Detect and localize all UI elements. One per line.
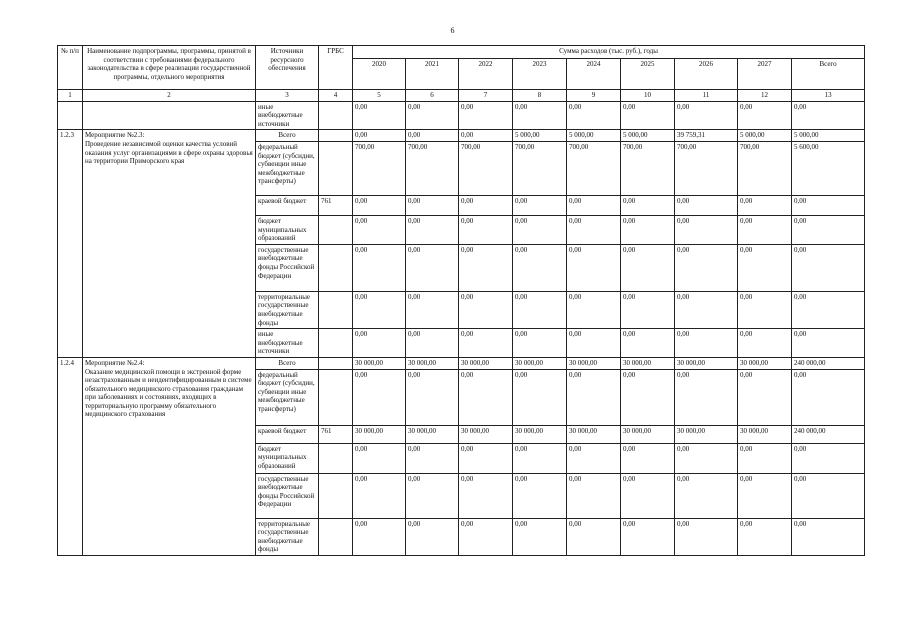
measure-name	[83, 130, 256, 358]
cell-value: 30 000,00	[567, 425, 621, 443]
cell-value: 0,00	[459, 291, 513, 328]
cell-value: 0,00	[675, 244, 738, 291]
cell-value: 0,00	[792, 369, 865, 425]
cell-value: 30 000,00	[675, 357, 738, 369]
cell-value: 0,00	[738, 329, 792, 358]
cell-value: 30 000,00	[406, 357, 459, 369]
cell-value: 0,00	[567, 473, 621, 518]
cell-source: бюджет муниципальных образований	[256, 215, 319, 244]
cell-value: 0,00	[406, 369, 459, 425]
cell-value: 0,00	[792, 329, 865, 358]
cell-value: 0,00	[675, 518, 738, 555]
cell-grbs: 761	[319, 425, 353, 443]
measure-name	[83, 357, 256, 555]
header-year: Всего	[792, 59, 865, 90]
cell-no	[58, 101, 83, 130]
cell-value: 0,00	[459, 244, 513, 291]
header-sum-group: Сумма расходов (тыс. руб.), годы	[353, 46, 865, 59]
table-body	[58, 101, 865, 555]
header-col-number: 10	[621, 90, 675, 102]
cell-value: 0,00	[353, 473, 406, 518]
cell-value: 0,00	[738, 518, 792, 555]
cell-value: 0,00	[353, 130, 406, 142]
cell-value: 0,00	[513, 195, 567, 215]
cell-value: 0,00	[459, 369, 513, 425]
cell-value: 240 000,00	[792, 425, 865, 443]
cell-value: 0,00	[459, 101, 513, 130]
cell-value: 5 000,00	[738, 130, 792, 142]
header-year: 2026	[675, 59, 738, 90]
cell-grbs: 761	[319, 195, 353, 215]
cell-value: 30 000,00	[353, 357, 406, 369]
cell-source: краевой бюджет	[256, 195, 319, 215]
cell-value: 0,00	[738, 101, 792, 130]
cell-source: федеральный бюджет (субсидии, субвенции иные межбюджетные трансферты)	[256, 141, 319, 195]
measure-number: 1.2.3	[58, 130, 83, 358]
header-col-number: 5	[353, 90, 406, 102]
cell-value: 0,00	[675, 195, 738, 215]
cell-value: 0,00	[675, 369, 738, 425]
cell-value: 0,00	[353, 369, 406, 425]
cell-source: территориальные государственные внебюджетные фонды	[256, 518, 319, 555]
cell-value: 0,00	[513, 443, 567, 473]
cell-value: 0,00	[513, 101, 567, 130]
cell-value: 0,00	[792, 244, 865, 291]
cell-value: 0,00	[567, 195, 621, 215]
cell-value: 0,00	[406, 215, 459, 244]
cell-value: 30 000,00	[567, 357, 621, 369]
cell-value: 30 000,00	[738, 357, 792, 369]
cell-value: 30 000,00	[459, 425, 513, 443]
cell-value: 0,00	[459, 215, 513, 244]
cell-value: 0,00	[406, 244, 459, 291]
page-number: 6	[450, 26, 455, 35]
cell-value: 0,00	[567, 244, 621, 291]
cell-value: 0,00	[675, 215, 738, 244]
header-col-number: 2	[83, 90, 256, 102]
cell-value: 0,00	[406, 130, 459, 142]
cell-source: Всего	[256, 357, 319, 369]
cell-value: 0,00	[738, 215, 792, 244]
cell-value: 0,00	[459, 130, 513, 142]
header-col-number: 8	[513, 90, 567, 102]
cell-value: 0,00	[738, 195, 792, 215]
cell-value: 700,00	[621, 141, 675, 195]
cell-value: 0,00	[792, 291, 865, 328]
cell-value: 0,00	[567, 369, 621, 425]
cell-value: 30 000,00	[353, 425, 406, 443]
cell-value: 0,00	[406, 291, 459, 328]
cell-value: 0,00	[621, 518, 675, 555]
header-year: 2027	[738, 59, 792, 90]
header-year: 2024	[567, 59, 621, 90]
cell-value: 0,00	[621, 215, 675, 244]
cell-value: 0,00	[621, 101, 675, 130]
cell-value: 0,00	[621, 473, 675, 518]
cell-value: 0,00	[567, 291, 621, 328]
measure-number: 1.2.4	[58, 357, 83, 555]
header-col-number: 1	[58, 90, 83, 102]
cell-value: 5 000,00	[513, 130, 567, 142]
cell-value: 0,00	[675, 101, 738, 130]
header-year: 2022	[459, 59, 513, 90]
cell-value: 0,00	[513, 329, 567, 358]
cell-value: 0,00	[459, 473, 513, 518]
cell-value: 0,00	[513, 369, 567, 425]
cell-value: 0,00	[738, 473, 792, 518]
cell-value: 0,00	[513, 473, 567, 518]
cell-value: 700,00	[459, 141, 513, 195]
cell-value: 0,00	[513, 291, 567, 328]
cell-value: 700,00	[406, 141, 459, 195]
cell-value: 0,00	[513, 215, 567, 244]
cell-value: 0,00	[567, 443, 621, 473]
cell-value: 5 600,00	[792, 141, 865, 195]
header-column-numbers	[58, 90, 865, 102]
cell-grbs	[319, 291, 353, 328]
cell-source: территориальные государственные внебюджетные фонды	[256, 291, 319, 328]
cell-source: федеральный бюджет (субсидии, субвенции иные межбюджетные трансферты)	[256, 369, 319, 425]
cell-grbs	[319, 215, 353, 244]
cell-value: 0,00	[621, 369, 675, 425]
cell-value: 0,00	[621, 244, 675, 291]
cell-value: 0,00	[675, 291, 738, 328]
cell-grbs	[319, 369, 353, 425]
measure-name-line: Мероприятие №2.3:	[85, 131, 145, 140]
cell-value: 240 000,00	[792, 357, 865, 369]
header-col-number: 12	[738, 90, 792, 102]
cell-source: Всего	[256, 130, 319, 142]
cell-value: 0,00	[513, 244, 567, 291]
cell-value: 30 000,00	[459, 357, 513, 369]
cell-value: 0,00	[459, 443, 513, 473]
cell-value: 0,00	[738, 443, 792, 473]
cell-value: 5 000,00	[792, 130, 865, 142]
cell-value: 0,00	[675, 473, 738, 518]
header-source: Источники ресурсного обеспечения	[256, 46, 319, 90]
measure-name-line: Проведение независимой оценки качества условий оказания услуг организациями в сфере охраны здоровья на территории Приморского края	[85, 139, 253, 166]
cell-grbs	[319, 130, 353, 142]
cell-value: 30 000,00	[513, 357, 567, 369]
cell-source: государственные внебюджетные фонды Российской Федерации	[256, 244, 319, 291]
header-col-number: 13	[792, 90, 865, 102]
cell-value: 0,00	[353, 291, 406, 328]
cell-value: 700,00	[353, 141, 406, 195]
cell-grbs	[319, 101, 353, 130]
table-row	[58, 357, 865, 369]
cell-source: иные внебюджетные источники	[256, 329, 319, 358]
cell-value: 0,00	[459, 329, 513, 358]
cell-value: 0,00	[792, 215, 865, 244]
header-grbs: ГРБС	[319, 46, 353, 90]
cell-source: иные внебюджетные источники	[256, 101, 319, 130]
header-year: 2025	[621, 59, 675, 90]
header-col-number: 3	[256, 90, 319, 102]
cell-grbs	[319, 141, 353, 195]
cell-value: 0,00	[567, 518, 621, 555]
cell-value: 0,00	[406, 101, 459, 130]
cell-value: 0,00	[353, 215, 406, 244]
cell-value: 30 000,00	[675, 425, 738, 443]
cell-value: 0,00	[567, 215, 621, 244]
cell-value: 0,00	[353, 443, 406, 473]
cell-value: 0,00	[459, 195, 513, 215]
cell-grbs	[319, 518, 353, 555]
cell-source: краевой бюджет	[256, 425, 319, 443]
cell-value: 0,00	[353, 195, 406, 215]
cell-value: 0,00	[675, 329, 738, 358]
cell-grbs	[319, 443, 353, 473]
cell-value: 0,00	[675, 443, 738, 473]
cell-value: 30 000,00	[621, 425, 675, 443]
cell-value: 0,00	[353, 101, 406, 130]
cell-value: 0,00	[406, 473, 459, 518]
cell-value: 0,00	[406, 518, 459, 555]
cell-value: 0,00	[567, 329, 621, 358]
cell-grbs	[319, 329, 353, 358]
header-year: 2020	[353, 59, 406, 90]
cell-value: 30 000,00	[621, 357, 675, 369]
cell-name	[83, 101, 256, 130]
cell-value: 30 000,00	[738, 425, 792, 443]
cell-value: 0,00	[792, 518, 865, 555]
cell-value: 5 000,00	[567, 130, 621, 142]
table-row	[58, 130, 865, 142]
cell-value: 700,00	[738, 141, 792, 195]
cell-value: 39 759,31	[675, 130, 738, 142]
cell-value: 700,00	[567, 141, 621, 195]
cell-value: 0,00	[567, 101, 621, 130]
header-col-number: 4	[319, 90, 353, 102]
cell-value: 700,00	[513, 141, 567, 195]
measure-name-line: Оказание медицинской помощи в экстренной форме незастрахованным и неидентифицированным в системе обязательного медицинского страхования гражданам при заболеваниях и состояниях, входящих в территориальную программу обязательного медицинского страхования	[85, 367, 252, 419]
cell-source: бюджет муниципальных образований	[256, 443, 319, 473]
table-row	[58, 101, 865, 130]
cell-value: 5 000,00	[621, 130, 675, 142]
cell-value: 0,00	[792, 195, 865, 215]
cell-value: 700,00	[675, 141, 738, 195]
cell-value: 0,00	[353, 244, 406, 291]
header-col-number: 6	[406, 90, 459, 102]
cell-value: 0,00	[738, 369, 792, 425]
header-col-number: 11	[675, 90, 738, 102]
cell-grbs	[319, 357, 353, 369]
cell-value: 0,00	[406, 329, 459, 358]
header-col-number: 9	[567, 90, 621, 102]
header-name: Наименование подпрограммы, программы, принятой в соответствии с требованиями федерального законодательства в сфере реализации государственной программы, отдельного мероприятия	[83, 46, 256, 90]
measure-name-line: Мероприятие №2.4:	[85, 358, 145, 367]
cell-value: 0,00	[406, 443, 459, 473]
cell-value: 0,00	[738, 291, 792, 328]
budget-table	[57, 45, 865, 556]
cell-value: 0,00	[792, 443, 865, 473]
header-year: 2023	[513, 59, 567, 90]
header-no: № п/п	[58, 46, 83, 90]
cell-value: 0,00	[621, 443, 675, 473]
cell-value: 0,00	[792, 101, 865, 130]
cell-value: 30 000,00	[513, 425, 567, 443]
cell-value: 0,00	[738, 244, 792, 291]
cell-value: 0,00	[621, 195, 675, 215]
cell-value: 0,00	[621, 291, 675, 328]
cell-grbs	[319, 244, 353, 291]
cell-source: государственные внебюджетные фонды Российской Федерации	[256, 473, 319, 518]
header-year: 2021	[406, 59, 459, 90]
cell-value: 0,00	[353, 329, 406, 358]
cell-value: 0,00	[406, 195, 459, 215]
cell-value: 0,00	[621, 329, 675, 358]
cell-value: 0,00	[513, 518, 567, 555]
cell-value: 0,00	[459, 518, 513, 555]
header-col-number: 7	[459, 90, 513, 102]
cell-value: 30 000,00	[406, 425, 459, 443]
cell-value: 0,00	[353, 518, 406, 555]
cell-value: 0,00	[792, 473, 865, 518]
cell-grbs	[319, 473, 353, 518]
